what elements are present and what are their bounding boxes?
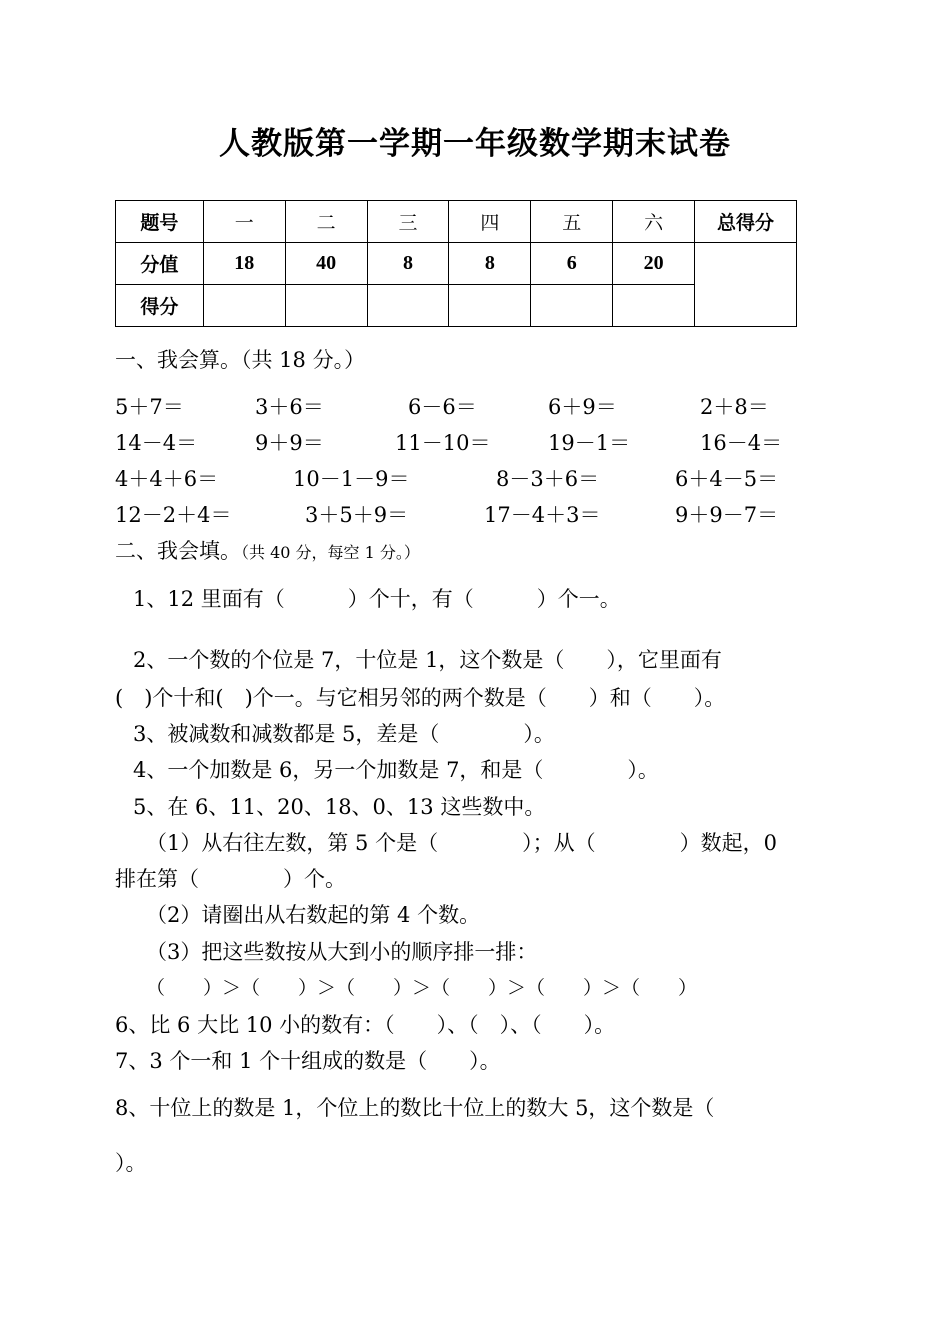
question-5-3: （3）把这些数按从大到小的顺序排一排： bbox=[146, 940, 538, 964]
question-2-line1: 2、一个数的个位是 7，十位是 1，这个数是（ ），它里面有 bbox=[133, 648, 722, 672]
calc-problem: 6＋9＝ bbox=[548, 395, 617, 419]
page-title: 人教版第一学期一年级数学期末试卷 bbox=[219, 126, 731, 162]
question-6: 6、比 6 大比 10 小的数有：（ ）、（ ）、（ ）。 bbox=[115, 1013, 616, 1037]
calc-problem: 5＋7＝ bbox=[115, 395, 184, 419]
total-score-cell bbox=[695, 243, 797, 327]
points-cell: 8 bbox=[367, 243, 449, 285]
column-header: 一 bbox=[203, 201, 285, 243]
row-label-question: 题号 bbox=[116, 201, 204, 243]
score-cell bbox=[613, 285, 695, 327]
calc-problem: 19－1＝ bbox=[548, 431, 631, 455]
calc-problem: 12－2＋4＝ bbox=[115, 503, 232, 527]
question-7: 7、3 个一和 1 个十组成的数是（ ）。 bbox=[115, 1049, 501, 1073]
points-cell: 6 bbox=[531, 243, 613, 285]
calc-problem: 10－1－9＝ bbox=[293, 467, 410, 491]
calc-problem: 3＋6＝ bbox=[255, 395, 324, 419]
score-cell bbox=[367, 285, 449, 327]
score-table bbox=[115, 200, 797, 327]
points-cell: 20 bbox=[613, 243, 695, 285]
points-cell: 18 bbox=[203, 243, 285, 285]
score-cell bbox=[531, 285, 613, 327]
calc-problem: 8－3＋6＝ bbox=[496, 467, 600, 491]
question-1: 1、12 里面有（ ）个十，有（ ）个一。 bbox=[133, 587, 621, 611]
question-2-line2: ( )个十和( )个一。与它相另邻的两个数是（ ）和（ ）。 bbox=[115, 686, 726, 710]
calc-problem: 4＋4＋6＝ bbox=[115, 467, 219, 491]
calc-problem: 6＋4－5＝ bbox=[675, 467, 779, 491]
question-5-1-line2: 排在第（ ）个。 bbox=[115, 867, 346, 891]
column-header: 二 bbox=[285, 201, 367, 243]
score-cell bbox=[285, 285, 367, 327]
table-row bbox=[116, 285, 797, 327]
question-5-2: （2）请圈出从右数起的第 4 个数。 bbox=[146, 903, 481, 927]
points-cell: 8 bbox=[449, 243, 531, 285]
column-header: 三 bbox=[367, 201, 449, 243]
calc-problem: 3＋5＋9＝ bbox=[305, 503, 409, 527]
section2-note: （共 40 分，每空 1 分。） bbox=[241, 543, 420, 562]
calc-problem: 11－10＝ bbox=[395, 431, 491, 455]
calc-problem: 17－4＋3＝ bbox=[484, 503, 601, 527]
row-label-score: 得分 bbox=[116, 285, 204, 327]
total-score-header: 总得分 bbox=[695, 201, 797, 243]
table-row bbox=[116, 243, 797, 285]
column-header: 六 bbox=[613, 201, 695, 243]
points-cell: 40 bbox=[285, 243, 367, 285]
question-8-line2: ）。 bbox=[115, 1151, 147, 1175]
question-5-1-line1: （1）从右往左数，第 5 个是（ ）；从（ ）数起，0 bbox=[146, 831, 777, 855]
calc-problem: 9＋9－7＝ bbox=[675, 503, 779, 527]
calc-problem: 14－4＝ bbox=[115, 431, 198, 455]
column-header: 五 bbox=[531, 201, 613, 243]
question-3: 3、被减数和减数都是 5，差是（ ）。 bbox=[133, 722, 555, 746]
calc-problem: 16－4＝ bbox=[700, 431, 783, 455]
calc-problem: 2＋8＝ bbox=[700, 395, 769, 419]
table-row bbox=[116, 201, 797, 243]
calc-problem: 6－6＝ bbox=[408, 395, 477, 419]
section2-title: 二、我会填。 bbox=[115, 539, 241, 563]
row-label-points: 分值 bbox=[116, 243, 204, 285]
score-cell bbox=[203, 285, 285, 327]
question-4: 4、一个加数是 6，另一个加数是 7，和是（ ）。 bbox=[133, 758, 659, 782]
section2-heading bbox=[115, 537, 420, 567]
column-header: 四 bbox=[449, 201, 531, 243]
section1-heading: 一、我会算。（共 18 分。） bbox=[115, 348, 366, 372]
score-cell bbox=[449, 285, 531, 327]
question-5: 5、在 6、11、20、18、0、13 这些数中。 bbox=[133, 795, 546, 819]
calc-problem: 9＋9＝ bbox=[255, 431, 324, 455]
question-8-line1: 8、十位上的数是 1，个位上的数比十位上的数大 5，这个数是（ bbox=[115, 1096, 715, 1120]
question-5-3-blanks: （ ）＞（ ）＞（ ）＞（ ）＞（ ）＞（ ） bbox=[146, 977, 698, 999]
